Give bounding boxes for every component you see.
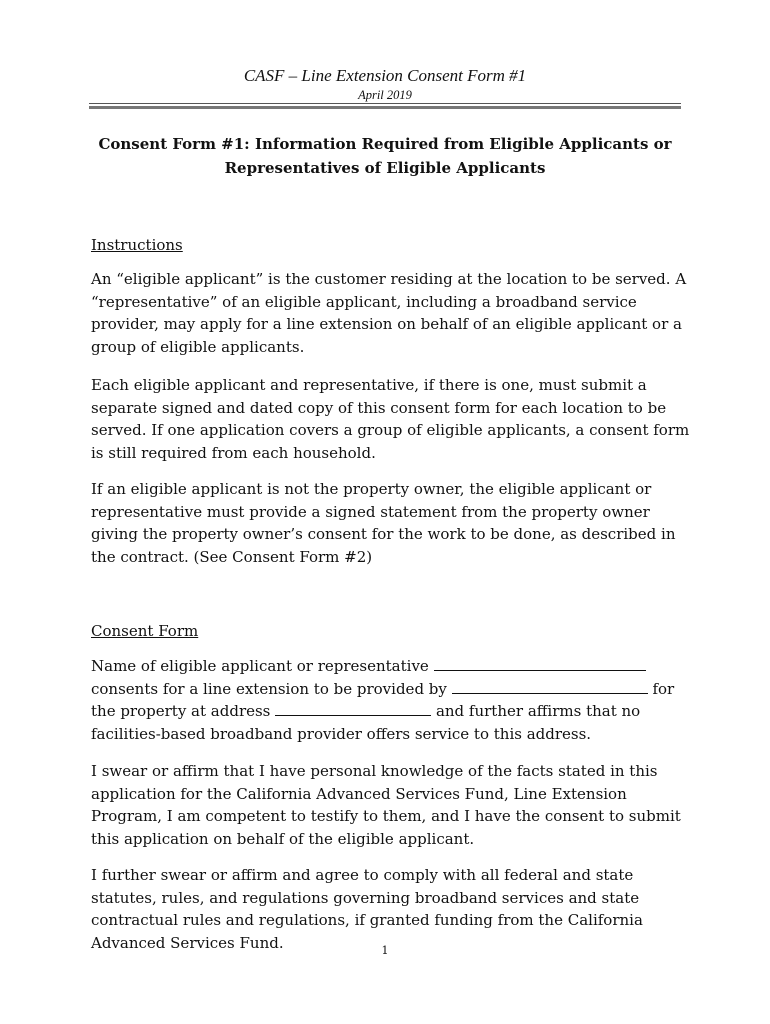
header-rule-thin: [89, 103, 681, 104]
provider-name-field[interactable]: [452, 678, 648, 694]
header-rule-thick: [89, 106, 681, 109]
consent-paragraph-swear: I swear or affirm that I have personal knowledge of the facts stated in this application for the California Advanced Services Fund, Line Extension Program, I am competent to testify to them, and I have the consent to submit this application on behalf of the eligible applicant.: [91, 762, 681, 848]
consent-text-name-label: Name of eligible applicant or representative: [91, 657, 429, 675]
consent-paragraph-comply: I further swear or affirm and agree to comply with all federal and state statutes, rules, and regulations governing broadband services and state contractual rules and regulations, if granted funding from the California Advanced Services Fund.: [91, 866, 643, 952]
instructions-paragraph-1: An “eligible applicant” is the customer residing at the location to be served. A “representative” of an eligible applicant, including a broadband service provider, may apply for a line extension on behalf of an eligible applicant or a group of eligible applicants.: [91, 270, 687, 356]
consent-text-affirmation: and further affirms that no facilities-based broadband provider offers service to this address.: [91, 702, 641, 743]
instructions-paragraph-2: Each eligible applicant and representative, if there is one, must submit a separate signed and dated copy of this consent form for each location to be served. If one application covers a group of eligible applicants, a consent form is still required from each household.: [91, 376, 690, 462]
page-number: 1: [381, 944, 389, 957]
form-title: [80, 132, 690, 180]
instructions-heading: Instructions: [91, 236, 183, 254]
property-address-field[interactable]: [275, 700, 431, 716]
form-title-line-1: Consent Form #1: Information Required from Eligible Applicants or: [98, 135, 672, 153]
consent-form-heading: Consent Form: [91, 622, 199, 640]
applicant-name-field[interactable]: [434, 655, 646, 671]
header-date: April 2019: [358, 88, 412, 102]
form-title-line-2: Representatives of Eligible Applicants: [224, 159, 546, 177]
instructions-paragraph-3: If an eligible applicant is not the property owner, the eligible applicant or representative must provide a signed statement from the property owner giving the property owner’s consent for the work to be done, as described in the contract. (See Consent Form #2): [91, 480, 676, 566]
consent-text-provider-label: consents for a line extension to be provided by: [91, 679, 447, 698]
consent-statement: [91, 655, 691, 745]
consent-text-address-label: for the property at address: [91, 679, 675, 721]
header-title: CASF – Line Extension Consent Form #1: [243, 66, 527, 85]
